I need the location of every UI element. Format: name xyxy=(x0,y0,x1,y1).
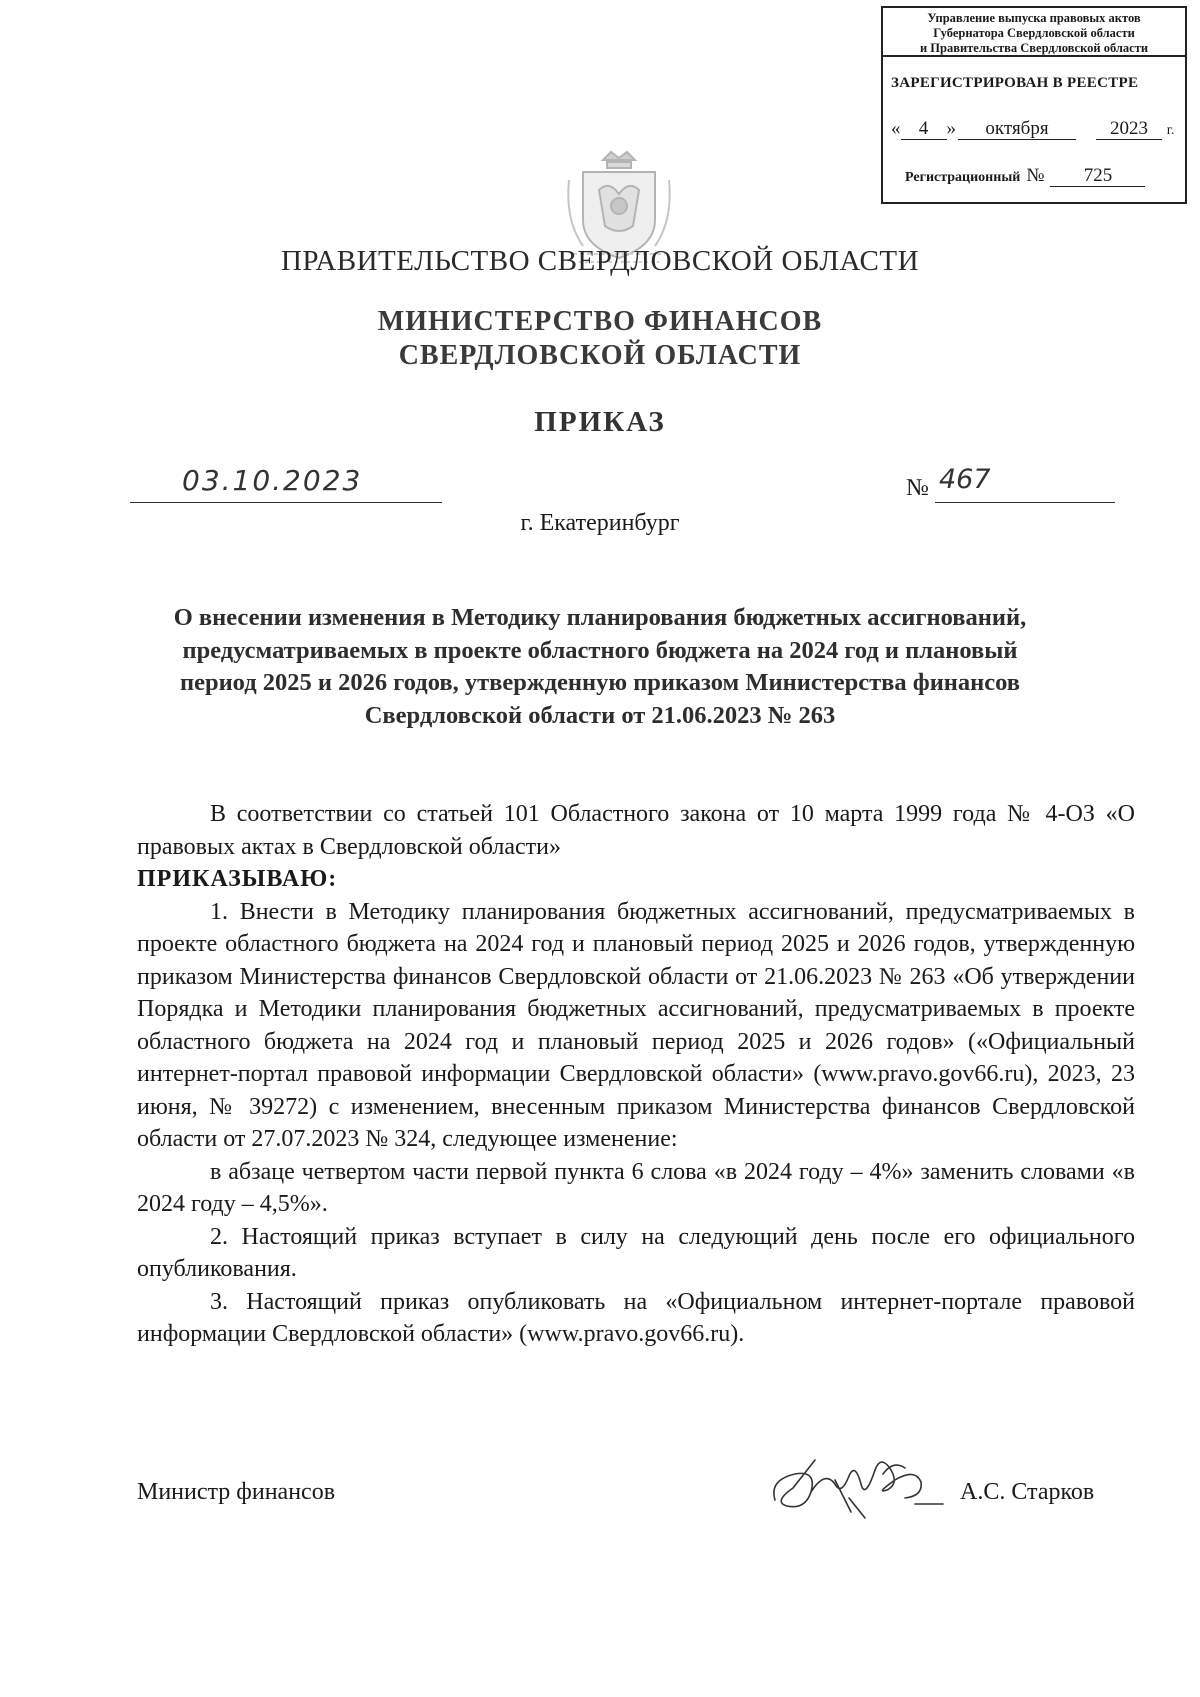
stamp-month: октября xyxy=(958,119,1076,140)
document-title xyxy=(0,602,1200,732)
preamble: В соответствии со статьей 101 Областного закона от 10 марта 1999 года № 4-ОЗ «О правовых актах в Свердловской области» xyxy=(137,801,1135,860)
title-line: О внесении изменения в Методику планирования бюджетных ассигнований, xyxy=(173,604,1027,631)
handwritten-signature xyxy=(765,1440,945,1525)
document-type: ПРИКАЗ xyxy=(534,406,666,438)
order-number: 467 xyxy=(939,464,991,495)
order-item-2: 2. Настоящий приказ вступает в силу на следующий день после его официального опубликования. xyxy=(137,1223,1135,1282)
government-name: ПРАВИТЕЛЬСТВО СВЕРДЛОВСКОЙ ОБЛАСТИ xyxy=(280,245,920,277)
order-word: ПРИКАЗЫВАЮ: xyxy=(137,866,338,892)
ministry-name-line2: СВЕРДЛОВСКОЙ ОБЛАСТИ xyxy=(398,340,802,371)
order-item-1-change: в абзаце четвертом части первой пункта 6 слова «в 2024 году – 4%» заменить словами «в 2024 году – 4,5%». xyxy=(137,1158,1135,1217)
ministry-name-line1: МИНИСТЕРСТВО ФИНАНСОВ xyxy=(377,306,823,337)
stamp-reg-value: 725 xyxy=(1050,166,1145,187)
stamp-year-suffix: г. xyxy=(1166,123,1175,138)
title-line: Свердловской области от 21.06.2023 № 263 xyxy=(364,701,836,729)
signer-name: А.С. Старков xyxy=(960,1479,1095,1505)
stamp-reg-number xyxy=(905,165,1145,187)
order-item-3: 3. Настоящий приказ опубликовать на «Официальном интернет-портале правовой информации Свердловской области» (www.pravo.gov66.ru). xyxy=(137,1288,1135,1347)
city: г. Екатеринбург xyxy=(520,510,680,536)
stamp-header-line: и Правительства Свердловской области xyxy=(919,41,1149,55)
registry-stamp xyxy=(881,6,1187,204)
stamp-number-sign: № xyxy=(1026,165,1045,186)
stamp-date: « 4 » октября 2023 г. xyxy=(891,118,1175,139)
stamp-reg-label: Регистрационный xyxy=(905,170,1021,185)
order-date-field xyxy=(130,462,442,503)
stamp-year: 2023 xyxy=(1096,119,1162,140)
stamp-registered-label: ЗАРЕГИСТРИРОВАН В РЕЕСТРЕ xyxy=(891,75,1139,91)
order-date: 03.10.2023 xyxy=(182,464,363,497)
order-number-label: № xyxy=(906,475,929,501)
document-body xyxy=(137,798,1135,1351)
order-number-field xyxy=(935,462,1115,503)
stamp-header-line: Управление выпуска правовых актов xyxy=(927,11,1141,25)
stamp-header xyxy=(883,8,1185,57)
order-item-1: 1. Внести в Методику планирования бюджетных ассигнований, предусматриваемых в проекте областного бюджета на 2024 год и плановый период 2025 и 2026 годов, утвержденную приказом Министерства финансов Свердловской области от 21.06.2023 № 263 «Об утверждении Порядка и Методики планирования бюджетных ассигнований, предусматриваемых в проекте областного бюджета на 2024 год и плановый период 2025 и 2026 годов» («Официальный интернет-портал правовой информации Свердловской области» (www.pravo.gov66.ru), 2023, 23 июня, № 39272) с изменением, внесенным приказом Министерства финансов Свердловской области от 27.07.2023 № 324, следующее изменение: xyxy=(137,898,1135,1152)
title-line: предусматриваемых в проекте областного бюджета на 2024 год и плановый xyxy=(182,636,1018,664)
stamp-day: 4 xyxy=(901,119,947,140)
title-line: период 2025 и 2026 годов, утвержденную приказом Министерства финансов xyxy=(179,669,1021,696)
stamp-header-line: Губернатора Свердловской области xyxy=(933,26,1135,40)
signer-position: Министр финансов xyxy=(137,1479,336,1505)
